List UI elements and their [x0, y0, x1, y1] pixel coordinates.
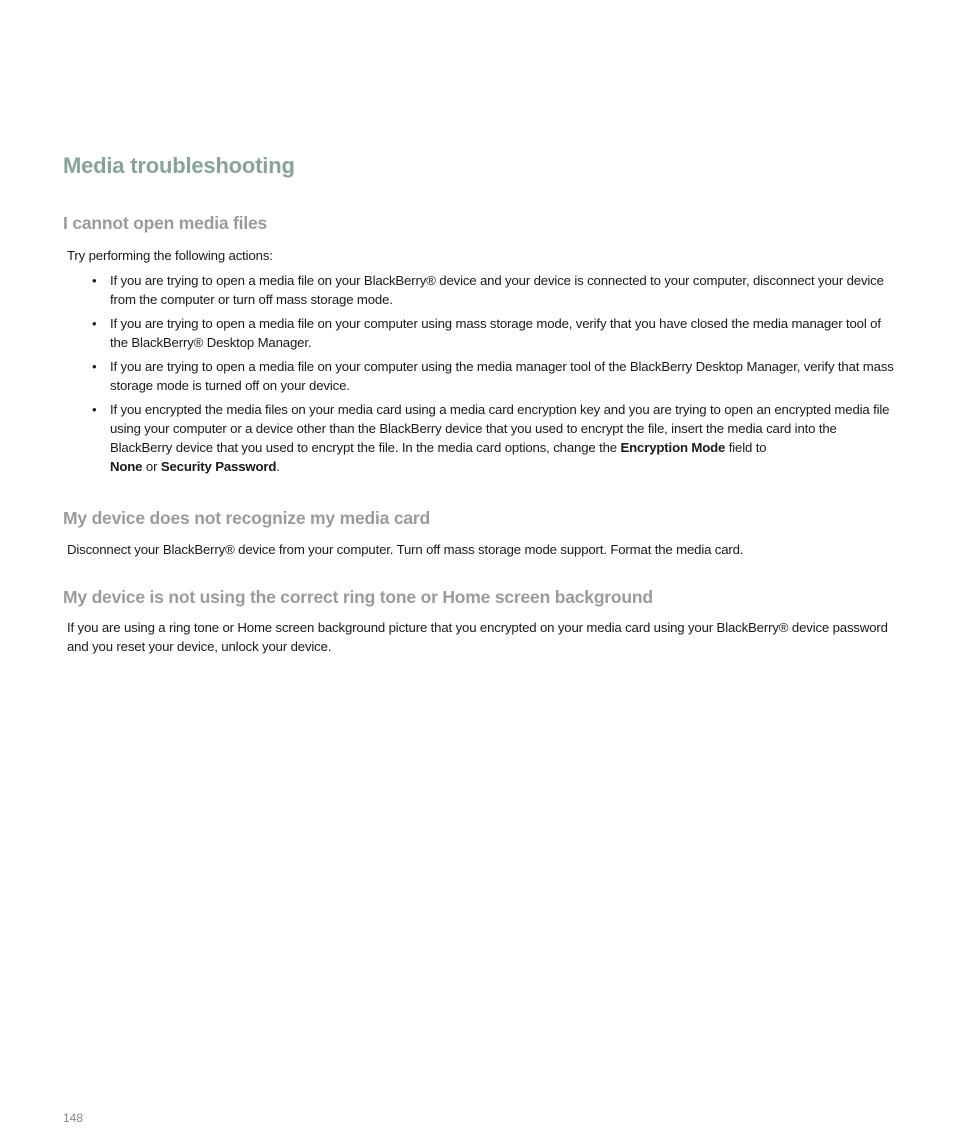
section-heading-cannot-open-media: I cannot open media files: [63, 213, 268, 233]
list-item: [92, 314, 898, 352]
bullet-marker: •: [92, 273, 97, 288]
text-run: field to: [725, 440, 767, 455]
bullet-marker: •: [92, 316, 97, 331]
bullet-marker: •: [92, 359, 97, 374]
list-item-text: If you are trying to open a media file on your computer using the media manager tool of the BlackBerry Desktop Manager, verify that mass storage mode is turned off on your device.: [110, 359, 894, 393]
list-item-text: [110, 402, 889, 474]
section-heading-media-card-not-recognized: My device does not recognize my media card: [63, 508, 431, 528]
text-run: or: [142, 459, 161, 474]
list-item-text: If you are trying to open a media file on your computer using mass storage mode, verify that you have closed the media manager tool of the BlackBerry® Desktop Manager.: [110, 316, 881, 350]
section-body-media-card: Disconnect your BlackBerry® device from your computer. Turn off mass storage mode support. Format the media card.: [67, 542, 744, 557]
intro-text: Try performing the following actions:: [67, 248, 273, 263]
page-title: Media troubleshooting: [63, 153, 295, 178]
text-run: .: [276, 459, 280, 474]
option-encryption-mode: Encryption Mode: [620, 440, 726, 455]
action-list: [92, 271, 898, 481]
list-item: [92, 357, 898, 395]
section-body-ring-tone: If you are using a ring tone or Home screen background picture that you encrypted on your media card using your BlackBerry® device password and you reset your device, unlock your device.: [67, 620, 888, 654]
option-none: None: [110, 459, 143, 474]
option-security-password: Security Password: [160, 459, 277, 474]
text-run: If you encrypted the media files on your media card using a media card encryption key and you are trying to open an encrypted media file using your computer or a device other than the BlackBerry device that you used to encrypt the file, insert the media card into the BlackBerry device that you used to encrypt the file. In the media card options, change the: [110, 402, 890, 455]
section-heading-ring-tone-background: My device is not using the correct ring tone or Home screen background: [63, 587, 653, 607]
bullet-marker: •: [92, 402, 97, 417]
list-item: [92, 271, 898, 309]
list-item: [92, 400, 898, 476]
page-number: 148: [63, 1111, 84, 1125]
list-item-text: If you are trying to open a media file on your BlackBerry® device and your device is connected to your computer, disconnect your device from the computer or turn off mass storage mode.: [110, 273, 884, 307]
